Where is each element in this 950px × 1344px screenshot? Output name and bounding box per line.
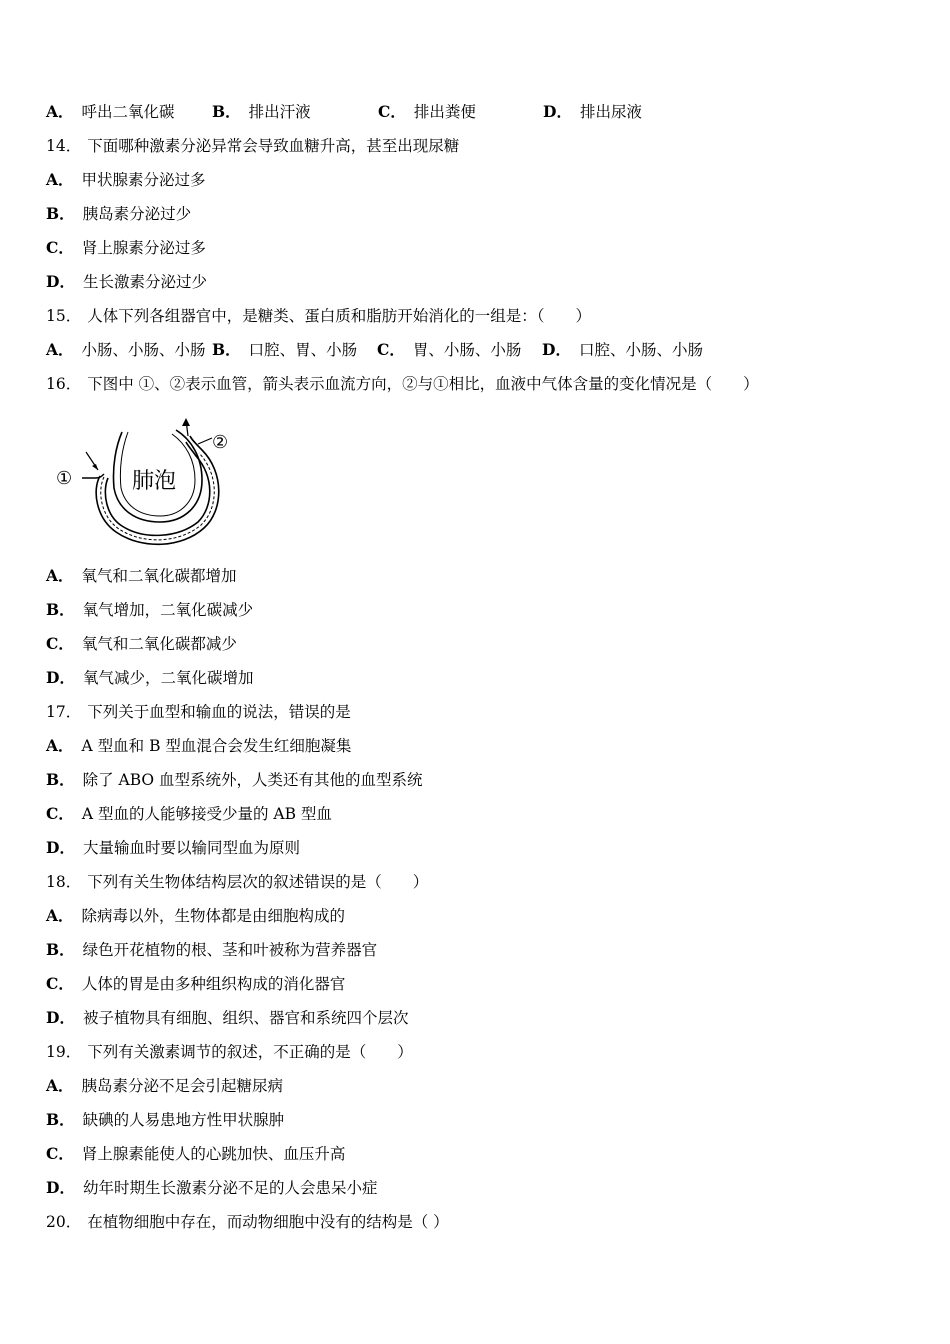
q14-option-b[interactable]: B． 胰岛素分泌过少: [46, 204, 192, 223]
q18-option-b[interactable]: B． 绿色开花植物的根、茎和叶被称为营养器官: [46, 940, 378, 959]
q20-stem: 20． 在植物细胞中存在，而动物细胞中没有的结构是（ ）: [46, 1213, 449, 1231]
label-2: ②: [212, 432, 229, 453]
q18-option-a[interactable]: A． 除病毒以外，生物体都是由细胞构成的: [46, 906, 346, 925]
q17-option-c[interactable]: C． A 型血的人能够接受少量的 AB 型血: [46, 804, 332, 823]
q13-option-b[interactable]: B． 排出汗液: [212, 102, 311, 121]
q19-option-b[interactable]: B． 缺碘的人易患地方性甲状腺肿: [46, 1110, 285, 1129]
q17-stem: 17． 下列关于血型和输血的说法，错误的是: [46, 703, 351, 721]
q19-stem: 19． 下列有关激素调节的叙述，不正确的是（ ）: [46, 1043, 413, 1061]
vessel-1: [82, 474, 104, 478]
q15-stem: 15． 人体下列各组器官中，是糖类、蛋白质和脂肪开始消化的一组是：（ ）: [46, 307, 591, 325]
alveolus-diagram: [52, 418, 252, 550]
q16-stem: 16． 下图中 ①、②表示血管，箭头表示血流方向，②与①相比，血液中气体含量的变化情况是（ ）: [46, 375, 759, 393]
q13-option-c[interactable]: C． 排出粪便: [378, 102, 476, 121]
q15-option-c[interactable]: C． 胃、小肠、小肠: [377, 340, 522, 359]
arrow-in-head-icon: [92, 464, 98, 470]
arrow-out-head-icon: [182, 418, 190, 426]
q14-stem: 14． 下面哪种激素分泌异常会导致血糖升高，甚至出现尿糖: [46, 137, 460, 155]
q13-option-d[interactable]: D． 排出尿液: [543, 102, 642, 121]
q13-options-row: [46, 102, 746, 122]
alveolus-label: 肺泡: [132, 469, 177, 494]
q16-option-c[interactable]: C． 氧气和二氧化碳都减少: [46, 634, 237, 653]
q19-option-a[interactable]: A． 胰岛素分泌不足会引起糖尿病: [46, 1076, 284, 1095]
q13-option-a[interactable]: A． 呼出二氧化碳: [46, 102, 175, 121]
q19-option-d[interactable]: D． 幼年时期生长激素分泌不足的人会患呆小症: [46, 1178, 378, 1197]
q16-option-b[interactable]: B． 氧气增加，二氧化碳减少: [46, 600, 254, 619]
q17-option-a[interactable]: A． A 型血和 B 型血混合会发生红细胞凝集: [46, 736, 352, 755]
q18-stem: 18． 下列有关生物体结构层次的叙述错误的是（ ）: [46, 873, 429, 891]
q17-option-d[interactable]: D． 大量输血时要以输同型血为原则: [46, 838, 300, 857]
q15-option-d[interactable]: D． 口腔、小肠、小肠: [542, 340, 703, 359]
q16-option-d[interactable]: D． 氧气减少，二氧化碳增加: [46, 668, 254, 687]
q14-option-d[interactable]: D． 生长激素分泌过少: [46, 272, 207, 291]
q15-option-b[interactable]: B． 口腔、胃、小肠: [212, 340, 358, 359]
q17-option-b[interactable]: B． 除了 ABO 血型系统外，人类还有其他的血型系统: [46, 770, 423, 789]
vessel-cells: [101, 453, 215, 540]
q14-option-c[interactable]: C． 肾上腺素分泌过多: [46, 238, 206, 257]
q19-option-c[interactable]: C． 肾上腺素能使人的心跳加快、血压升高: [46, 1144, 346, 1163]
label-1: ①: [56, 468, 73, 489]
q18-option-d[interactable]: D． 被子植物具有细胞、组织、器官和系统四个层次: [46, 1008, 409, 1027]
q15-options-row: [46, 340, 746, 360]
q15-option-a[interactable]: A． 小肠、小肠、小肠: [46, 340, 206, 359]
q18-option-c[interactable]: C． 人体的胃是由多种组织构成的消化器官: [46, 974, 346, 993]
label-2-leader: [198, 438, 212, 444]
q16-option-a[interactable]: A． 氧气和二氧化碳都增加: [46, 566, 237, 585]
q14-option-a[interactable]: A． 甲状腺素分泌过多: [46, 170, 206, 189]
